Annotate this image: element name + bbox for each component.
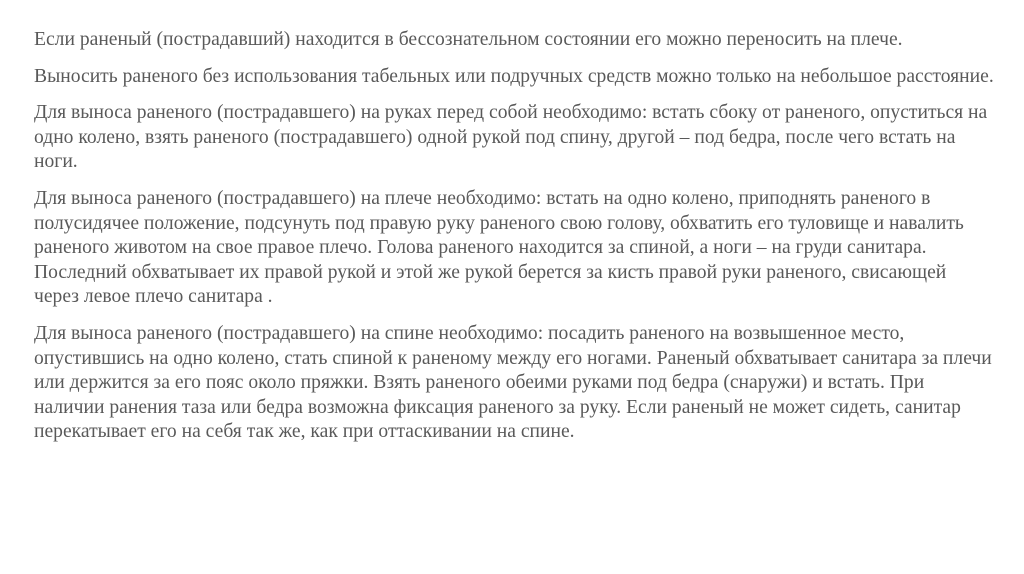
paragraph-carry-in-arms: Для выноса раненого (пострадавшего) на руках перед собой необходимо: встать сбоку от раненого, опуститься на одно колено, взять раненого (пострадавшего) одной рукой под спину, другой – под бедра, после чего встать на ноги. [34, 102, 988, 173]
paragraph-carry-on-shoulder: Для выноса раненого (пострадавшего) на плече необходимо: встать на одно колено, приподнять раненого в полусидячее положение, подсунуть под правую руку раненого свою голову, обхватить его туловище и навалить раненого животом на свое правое плечо. Голова раненого находится за спиной, а ноги – на груди санитара. Последний обхватывает их правой рукой и этой же рукой берется за кисть правой руки раненого, свисающей через левое плечо санитара . [34, 187, 964, 308]
paragraph-unconscious-carry: Если раненый (пострадавший) находится в бессознательном состоянии его можно переносить на плече. [34, 29, 903, 50]
text-body [34, 28, 994, 457]
paragraph-short-distance: Выносить раненого без использования табельных или подручных средств можно только на небольшое расстояние. [34, 65, 994, 87]
paragraph-carry-on-back: Для выноса раненого (пострадавшего) на спине необходимо: посадить раненого на возвышенное место, опустившись на одно колено, стать спиной к раненому между его ногами. Раненый обхватывает санитара за плечи или держится за его пояс около пряжки. Взять раненого обеими руками под бедра (снаружи) и встать. При наличии ранения таза или бедра возможна фиксация раненого за руку. Если раненый не может сидеть, санитар перекатывает его на себя так же, как при оттаскивании на спине. [34, 322, 992, 443]
